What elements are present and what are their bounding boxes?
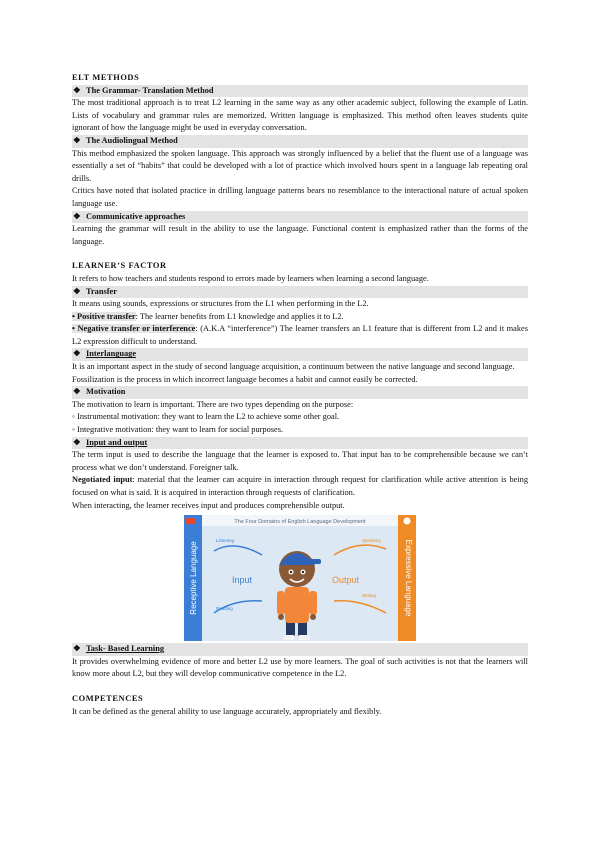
diamond-bullet-icon: ❖ [73, 387, 81, 397]
diamond-bullet-icon: ❖ [73, 349, 81, 359]
diamond-bullet-icon: ❖ [73, 437, 81, 447]
figure-title: The Four Domains of English Language Development [234, 519, 366, 526]
negotiated-input [72, 474, 528, 499]
heading-text: Interlanguage [86, 349, 137, 359]
grammar-translation-heading [72, 85, 528, 98]
interlanguage-heading [72, 348, 528, 361]
negotiated-input-label: Negotiated input [72, 475, 133, 485]
diamond-bullet-icon: ❖ [73, 211, 81, 221]
listening-label: Listening [216, 538, 235, 544]
speaking-label: Speaking [362, 538, 381, 544]
negative-transfer [72, 323, 528, 348]
heading-text: Communicative approaches [86, 211, 186, 221]
heading-text: Input and output [86, 437, 148, 447]
heading-text: The Audiolingual Method [86, 135, 178, 145]
positive-transfer [72, 311, 528, 324]
transfer-heading [72, 286, 528, 299]
negative-transfer-text: : (A.K.A “interference”) The learner transfers an L1 feature that is different from L2 and it makes L2 expression difficult to understand. [72, 324, 529, 346]
diamond-bullet-icon: ❖ [73, 85, 81, 95]
heading-text: The Grammar- Translation Method [86, 85, 214, 95]
writing-label: Writing [362, 593, 376, 599]
input-label: Input [232, 575, 253, 586]
elt-methods-title: ELT METHODS [72, 73, 140, 82]
input-output-heading [72, 437, 528, 450]
document-body [72, 72, 528, 718]
communicative-text: Learning the grammar will result in the ability to use the language. Functional content is emphasized rather than the forms of the language. [72, 224, 528, 246]
motivation-heading [72, 386, 528, 399]
audiolingual-heading [72, 135, 528, 148]
heading-text: Task- Based Learning [86, 644, 165, 654]
learners-factor-title: LEARNER’S FACTOR [72, 261, 167, 271]
input-output-text-1: The term input is used to describe the language that the learner is exposed to. That input has to be comprehensible because we can’t process what we don’t understand. Foreigner talk. [72, 450, 528, 472]
diamond-bullet-icon: ❖ [73, 286, 81, 296]
learners-factor-intro: It refers to how teachers and students respond to errors made by learners when learning a second language. [72, 273, 429, 283]
interlanguage-text-2: Fossilization is the process in which incorrect language becomes a habit and cannot easily be corrected. [72, 374, 418, 384]
logo-icon [186, 518, 196, 524]
positive-transfer-text: : The learner benefits from L1 knowledge and applies it to L2. [135, 311, 344, 321]
close-icon [404, 518, 411, 525]
motivation-item-instrumental: ◦ Instrumental motivation: they want to learn the L2 to achieve some other goal. [72, 412, 340, 422]
communicative-heading [72, 211, 528, 224]
diamond-bullet-icon: ❖ [73, 644, 81, 654]
task-based-text: It provides overwhelming evidence of more and better L2 use by more learners. The goal of such activities is not that the learners will know more about L2, but they will develop communicative competence in the L2. [72, 656, 528, 679]
interlanguage-text-1: It is an important aspect in the study of second language acquisition, a continuum between the native language and second language. [72, 362, 515, 372]
motivation-text: The motivation to learn is important. There are two types depending on the purpose: [72, 399, 354, 409]
audiolingual-text-2: Critics have noted that isolated practice in drilling language patterns bears no resemblance to the interactional nature of actual spoken language use. [72, 186, 528, 208]
task-based-heading [72, 643, 528, 656]
diamond-bullet-icon: ❖ [73, 135, 81, 145]
reading-label: Reading [216, 606, 233, 612]
heading-text: Motivation [86, 387, 126, 397]
input-output-text-2: When interacting, the learner receives input and produces comprehensible output. [72, 500, 345, 510]
negative-transfer-label: • Negative transfer or interference [72, 324, 196, 334]
competences-text: It can be defined as the general ability to use language accurately, appropriately and flexibly. [72, 706, 382, 716]
competences-title: COMPETENCES [72, 693, 144, 703]
expressive-label: Expressive Language [404, 539, 413, 617]
positive-transfer-label: • Positive transfer [72, 311, 136, 321]
output-label: Output [332, 575, 360, 586]
heading-text: Transfer [86, 286, 117, 296]
grammar-translation-text: The most traditional approach is to treat L2 learning in the same way as any other academic subject, following the example of Latin. Lists of vocabulary and grammar rules are memorized. Written language is emphasized. This method often leaves students quite ignorant of how the language might be used in everyday conversation. [72, 98, 528, 133]
audiolingual-text-1: This method emphasized the spoken language. This approach was strongly influenced by a belief that the fluent use of a language was essentially a set of “habits” that could be developed with a lot of practice which involved hours spent in a language lab repeating oral drills. [72, 148, 528, 183]
transfer-text: It means using sounds, expressions or structures from the L1 when performing in the L2. [72, 299, 369, 309]
receptive-label: Receptive Language [189, 541, 198, 615]
motivation-item-integrative: ◦ Integrative motivation: they want to learn for social purposes. [72, 425, 284, 435]
language-domains-figure [184, 515, 416, 641]
negotiated-input-text: : material that the learner can acquire in interaction through request for clarification while active attention is being focused on what is said. It is acquired in interaction through requests of clarification. [72, 475, 528, 497]
